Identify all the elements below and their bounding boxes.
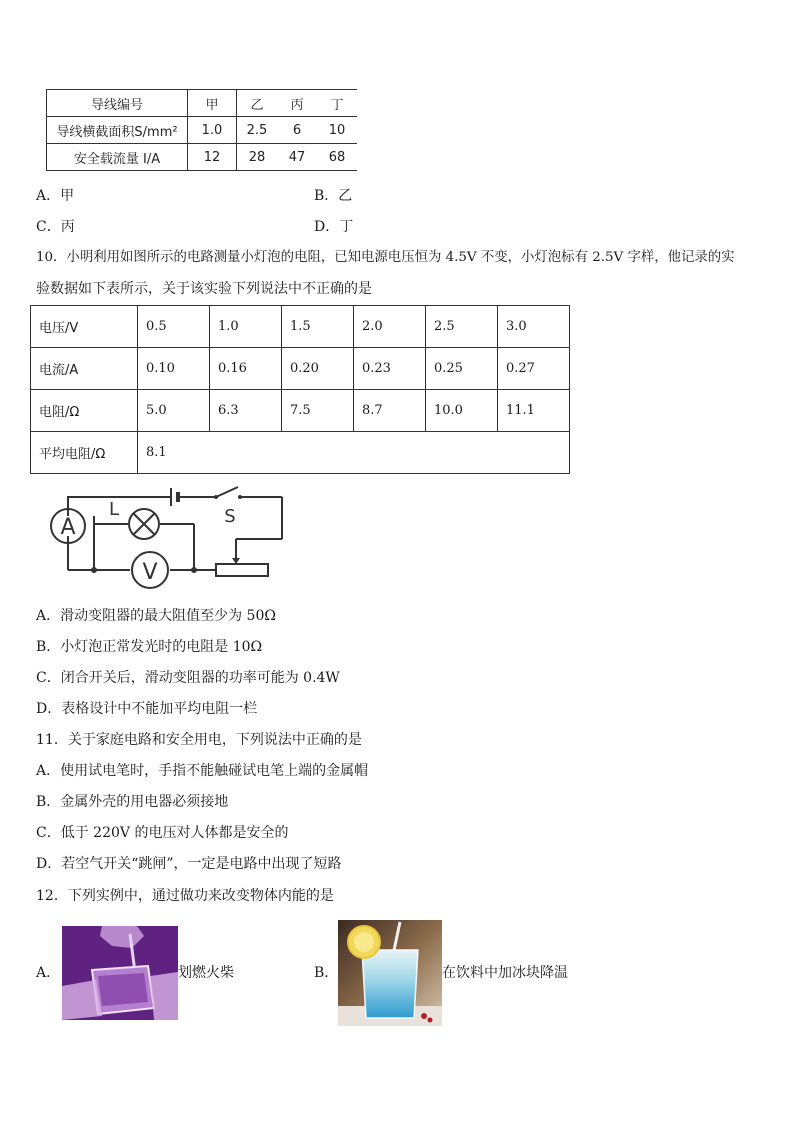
table-cell: 2.5 (426, 306, 498, 348)
avg-resistance-header: 平均电阻/Ω (31, 432, 138, 474)
table-row (31, 348, 570, 390)
q9-option-c: C．丙 (36, 219, 75, 235)
table-edge-mark (339, 170, 353, 171)
table-cell: 1.0 (188, 117, 237, 144)
table-cell: 1.0 (210, 306, 282, 348)
q10-option-d: D．表格设计中不能加平均电阻一栏 (36, 701, 258, 717)
table-cell: 2.5 (237, 117, 278, 144)
q11-option-d: D．若空气开关“跳闸”，一定是电路中出现了短路 (36, 856, 342, 872)
table-cell: 0.20 (282, 348, 354, 390)
table-cell: 丙 (277, 90, 317, 117)
q10-option-a: A．滑动变阻器的最大阻值至少为 50Ω (36, 608, 276, 624)
ammeter-label: A (60, 515, 76, 540)
table-cell: 0.5 (138, 306, 210, 348)
table-cell: 0.27 (498, 348, 570, 390)
table-cell: 0.23 (354, 348, 426, 390)
q11-stem: 11．关于家庭电路和安全用电，下列说法中正确的是 (36, 732, 362, 748)
table-cell: 丁 (317, 90, 357, 117)
table-row (47, 144, 358, 171)
q9-option-d: D．丁 (314, 219, 354, 235)
table-row (31, 432, 570, 474)
table-cell: 乙 (237, 90, 278, 117)
table-cell: 3.0 (498, 306, 570, 348)
table-cell: 0.16 (210, 348, 282, 390)
switch-label: S (224, 506, 236, 527)
circuit-diagram (44, 484, 294, 590)
table-row (31, 306, 570, 348)
rheostat-body (216, 564, 268, 576)
resistance-header: 电阻/Ω (31, 390, 138, 432)
drink-photo (338, 920, 442, 1026)
measurement-table (30, 305, 570, 474)
voltmeter-label: V (142, 560, 158, 585)
q12-option-b-letter: B． (314, 965, 339, 981)
table-cell: 0.10 (138, 348, 210, 390)
wire-table (46, 89, 357, 171)
table-cell: 47 (288, 149, 306, 165)
table-cell: 10.0 (426, 390, 498, 432)
q9-option-b: B．乙 (314, 188, 353, 204)
switch-blade (216, 487, 238, 497)
table-cell: 导线横截面积S/mm² (47, 117, 188, 144)
table-cell: 68 (328, 149, 346, 165)
q10-stem-line1: 10．小明利用如图所示的电路测量小灯泡的电阻，已知电源电压恒为 4.5V 不变，小灯泡标有 2.5V 字样，他记录的实 (36, 250, 735, 265)
q10-option-b: B．小灯泡正常发光时的电阻是 10Ω (36, 639, 263, 655)
current-header: 电流/A (31, 348, 138, 390)
table-cell: 1.5 (282, 306, 354, 348)
q12-option-b-text: 在饮料中加冰块降温 (442, 965, 568, 981)
table-cell: 5.0 (138, 390, 210, 432)
table-row (47, 117, 358, 144)
q11-option-c: C．低于 220V 的电压对人体都是安全的 (36, 825, 289, 841)
junction-dot (191, 567, 197, 573)
lamp-label: L (108, 499, 120, 520)
table-cell: 6 (277, 117, 317, 144)
table-cell: 安全载流量 I/A (47, 144, 188, 171)
avg-resistance-value: 8.1 (138, 432, 570, 474)
table-cell: 10 (317, 117, 357, 144)
table-cell: 12 (188, 144, 237, 171)
table-cell: 6.3 (210, 390, 282, 432)
table-cell: 2.0 (354, 306, 426, 348)
table-cell: 11.1 (498, 390, 570, 432)
table-cell: 28 (248, 149, 266, 165)
table-row (31, 390, 570, 432)
table-row (47, 90, 358, 117)
q12-option-a-text: 划燃火柴 (178, 965, 234, 981)
glass (362, 950, 418, 1018)
switch-contact (214, 495, 218, 499)
table-cell: 甲 (188, 90, 237, 117)
table-cell: 7.5 (282, 390, 354, 432)
q11-option-b: B．金属外壳的用电器必须接地 (36, 794, 229, 810)
q9-option-a: A．甲 (36, 188, 75, 204)
q11-option-a: A．使用试电笔时，手指不能触碰试电笔上端的金属帽 (36, 763, 369, 779)
q12-stem: 12．下列实例中，通过做功来改变物体内能的是 (36, 888, 334, 904)
q10-option-c: C．闭合开关后，滑动变阻器的功率可能为 0.4W (36, 670, 340, 686)
voltage-header: 电压/V (31, 306, 138, 348)
junction-dot (91, 567, 97, 573)
switch-contact (238, 495, 242, 499)
table-cell: 8.7 (354, 390, 426, 432)
table-cell: 导线编号 (47, 90, 188, 117)
match-photo (62, 926, 178, 1020)
table-cell: 0.25 (426, 348, 498, 390)
q10-stem-line2: 验数据如下表所示，关于该实验下列说法中不正确的是 (36, 281, 372, 297)
q12-option-a-letter: A． (36, 965, 61, 981)
